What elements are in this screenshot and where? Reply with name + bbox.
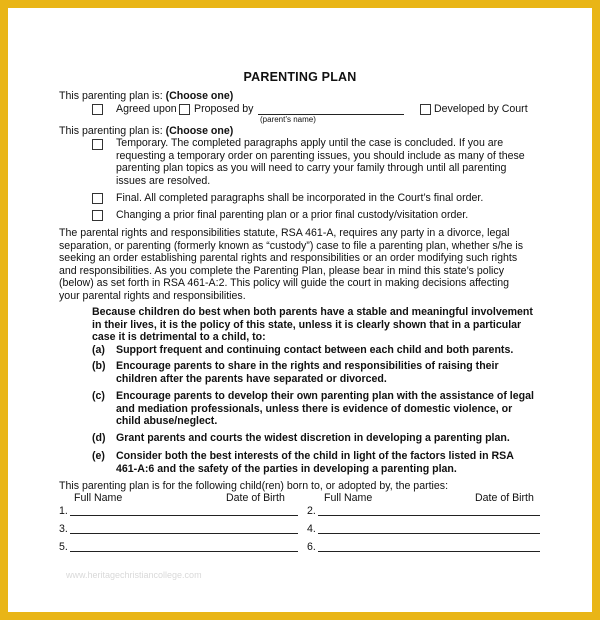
item-b-letter: (b) <box>92 360 106 372</box>
row-number-5: 5. <box>59 541 68 553</box>
changing-checkbox[interactable] <box>92 210 103 221</box>
col-dob-right: Date of Birth <box>475 492 534 504</box>
child-line-3[interactable] <box>70 533 298 534</box>
final-checkbox[interactable] <box>92 193 103 204</box>
child-line-6[interactable] <box>318 551 540 552</box>
item-d-letter: (d) <box>92 432 106 444</box>
plan-duration-prompt: This parenting plan is: (Choose one) <box>59 125 234 137</box>
agreed-checkbox[interactable] <box>92 104 103 115</box>
final-text: Final. All completed paragraphs shall be incorporated in the Court’s final order. <box>116 192 484 204</box>
policy-paragraph: Because children do best when both parents have a stable and meaningful involvement in their lives, it is the policy of this state, unless it is clearly shown that in a particular case it is detrimental to a child, to: <box>92 306 533 344</box>
row-number-3: 3. <box>59 523 68 535</box>
agreed-label: Agreed upon <box>116 103 177 115</box>
row-number-6: 6. <box>307 541 316 553</box>
plan-type-prompt: This parenting plan is: (Choose one) <box>59 90 234 102</box>
parents-name-caption: (parent’s name) <box>260 115 316 124</box>
watermark: www.heritagechristiancollege.com <box>66 570 202 580</box>
children-intro: This parenting plan is for the following child(ren) born to, or adopted by, the parties: <box>59 480 449 492</box>
item-e-text: Consider both the best interests of the child in light of the factors listed in RSA 461-A:6 and the safety of the parties in developing a parenting plan. <box>116 450 514 475</box>
item-a-text: Support frequent and continuing contact between each child and both parents. <box>116 344 514 356</box>
temporary-checkbox[interactable] <box>92 139 103 150</box>
item-c-letter: (c) <box>92 390 105 402</box>
temporary-text: Temporary. The completed paragraphs apply until the case is concluded. If you are requesting a temporary order on parenting issues, you should include as many of these parenting plan topics as you will need to carry your family through until all parenting issues are resolved. <box>116 137 525 187</box>
court-label: Developed by Court <box>434 103 528 115</box>
row-number-1: 1. <box>59 505 68 517</box>
proposed-label: Proposed by <box>194 103 254 115</box>
child-line-4[interactable] <box>318 533 540 534</box>
item-e-letter: (e) <box>92 450 105 462</box>
changing-text: Changing a prior final parenting plan or a prior final custody/visitation order. <box>116 209 469 221</box>
row-number-4: 4. <box>307 523 316 535</box>
item-b-text: Encourage parents to share in the rights and responsibilities of raising their children after the parents have separated or divorced. <box>116 360 499 385</box>
col-dob-left: Date of Birth <box>226 492 285 504</box>
court-checkbox[interactable] <box>420 104 431 115</box>
child-line-1[interactable] <box>70 515 298 516</box>
child-line-2[interactable] <box>318 515 540 516</box>
document-title: PARENTING PLAN <box>243 70 357 84</box>
col-full-name-right: Full Name <box>324 492 373 504</box>
proposed-checkbox[interactable] <box>179 104 190 115</box>
col-full-name-left: Full Name <box>74 492 123 504</box>
item-a-letter: (a) <box>92 344 105 356</box>
item-d-text: Grant parents and courts the widest discretion in developing a parenting plan. <box>116 432 510 444</box>
item-c-text: Encourage parents to develop their own parenting plan with the assistance of legal and mediation professionals, unless there is evidence of domestic violence, or child abuse/neglect. <box>116 390 534 428</box>
child-line-5[interactable] <box>70 551 298 552</box>
row-number-2: 2. <box>307 505 316 517</box>
statute-paragraph: The parental rights and responsibilities statute, RSA 461-A, requires any party in a divorce, legal separation, or parenting (formerly known as “custody”) case to file a parenting plan, whether s/he is seeking an order establishing parental rights and responsibilities or an order modifying such rights and responsibilities. As you complete the Parenting Plan, please bear in mind this state’s policy (below) as set forth in RSA 461-A:2. This policy will guide the court in making decisions affecting your parental rights and responsibilities. <box>59 227 524 302</box>
document-page <box>8 8 592 612</box>
